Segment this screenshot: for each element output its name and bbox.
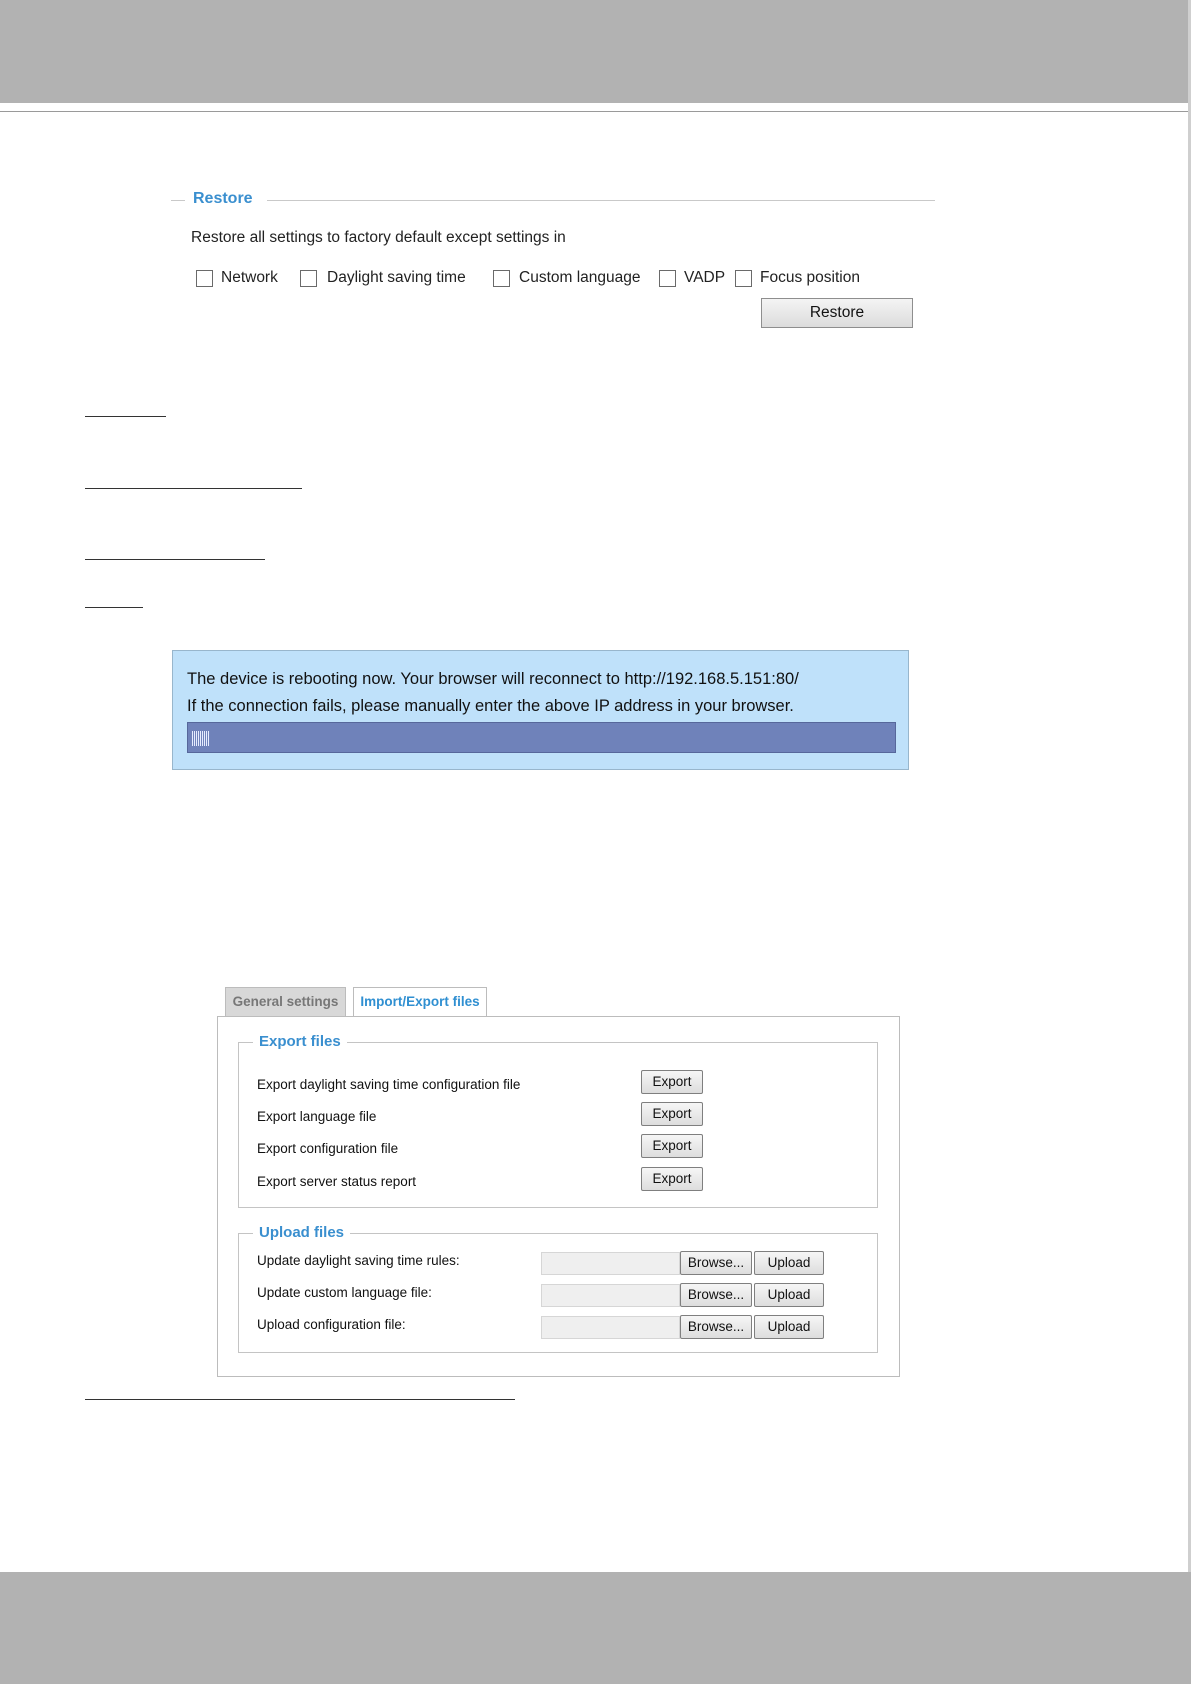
reboot-message-box bbox=[172, 650, 909, 770]
update-dst-rules-file-field[interactable] bbox=[541, 1252, 680, 1275]
checkbox-network[interactable] bbox=[196, 270, 213, 287]
update-dst-rules-label: Update daylight saving time rules: bbox=[257, 1253, 460, 1268]
update-custom-language-label: Update custom language file: bbox=[257, 1285, 432, 1300]
export-language-button[interactable]: Export bbox=[641, 1102, 703, 1126]
checkbox-custom-language-label: Custom language bbox=[519, 269, 641, 286]
header-band bbox=[0, 0, 1191, 103]
upload-config-file-field[interactable] bbox=[541, 1316, 680, 1339]
footer-band bbox=[0, 1572, 1191, 1684]
reboot-message-line-2: If the connection fails, please manually enter the above IP address in your browser. bbox=[187, 697, 794, 715]
underline-5 bbox=[85, 1399, 515, 1400]
update-dst-rules-upload-button[interactable]: Upload bbox=[754, 1251, 824, 1275]
restore-fieldset-line-left bbox=[171, 200, 185, 201]
reboot-message-line-1: The device is rebooting now. Your browser will reconnect to http://192.168.5.151:80/ bbox=[187, 670, 799, 688]
reboot-progress-bar bbox=[187, 722, 896, 753]
export-dst-config-button[interactable]: Export bbox=[641, 1070, 703, 1094]
underline-4 bbox=[85, 607, 143, 608]
export-status-report-label: Export server status report bbox=[257, 1174, 417, 1189]
checkbox-network-label: Network bbox=[221, 269, 278, 286]
reboot-progress-fill bbox=[192, 731, 209, 746]
export-config-label: Export configuration file bbox=[257, 1141, 399, 1156]
underline-1 bbox=[85, 416, 166, 417]
checkbox-focus-position-label: Focus position bbox=[760, 269, 860, 286]
restore-legend: Restore bbox=[193, 190, 253, 207]
tab-general-settings[interactable]: General settings bbox=[225, 987, 346, 1017]
restore-button[interactable]: Restore bbox=[761, 298, 913, 328]
export-language-label: Export language file bbox=[257, 1109, 377, 1124]
update-custom-language-upload-button[interactable]: Upload bbox=[754, 1283, 824, 1307]
checkbox-daylight-saving-time-label: Daylight saving time bbox=[327, 269, 466, 286]
checkbox-focus-position[interactable] bbox=[735, 270, 752, 287]
export-dst-config-label: Export daylight saving time configuration file bbox=[257, 1077, 521, 1092]
update-dst-rules-browse-button[interactable]: Browse... bbox=[680, 1251, 752, 1275]
checkbox-daylight-saving-time[interactable] bbox=[300, 270, 317, 287]
upload-config-browse-button[interactable]: Browse... bbox=[680, 1315, 752, 1339]
underline-2 bbox=[85, 488, 302, 489]
underline-3 bbox=[85, 559, 265, 560]
update-custom-language-file-field[interactable] bbox=[541, 1284, 680, 1307]
tab-import-export-files[interactable]: Import/Export files bbox=[353, 987, 487, 1018]
upload-config-label: Upload configuration file: bbox=[257, 1317, 406, 1332]
restore-description: Restore all settings to factory default except settings in bbox=[191, 229, 566, 246]
header-rule bbox=[0, 111, 1191, 112]
checkbox-vadp[interactable] bbox=[659, 270, 676, 287]
export-files-legend: Export files bbox=[253, 1033, 347, 1050]
export-status-report-button[interactable]: Export bbox=[641, 1167, 703, 1191]
upload-files-group bbox=[238, 1224, 878, 1353]
export-config-button[interactable]: Export bbox=[641, 1134, 703, 1158]
export-files-group bbox=[238, 1033, 878, 1208]
upload-files-legend: Upload files bbox=[253, 1224, 350, 1241]
upload-config-upload-button[interactable]: Upload bbox=[754, 1315, 824, 1339]
update-custom-language-browse-button[interactable]: Browse... bbox=[680, 1283, 752, 1307]
import-export-panel bbox=[217, 1016, 900, 1377]
restore-fieldset-line-right bbox=[267, 200, 935, 201]
checkbox-custom-language[interactable] bbox=[493, 270, 510, 287]
checkbox-vadp-label: VADP bbox=[684, 269, 726, 286]
